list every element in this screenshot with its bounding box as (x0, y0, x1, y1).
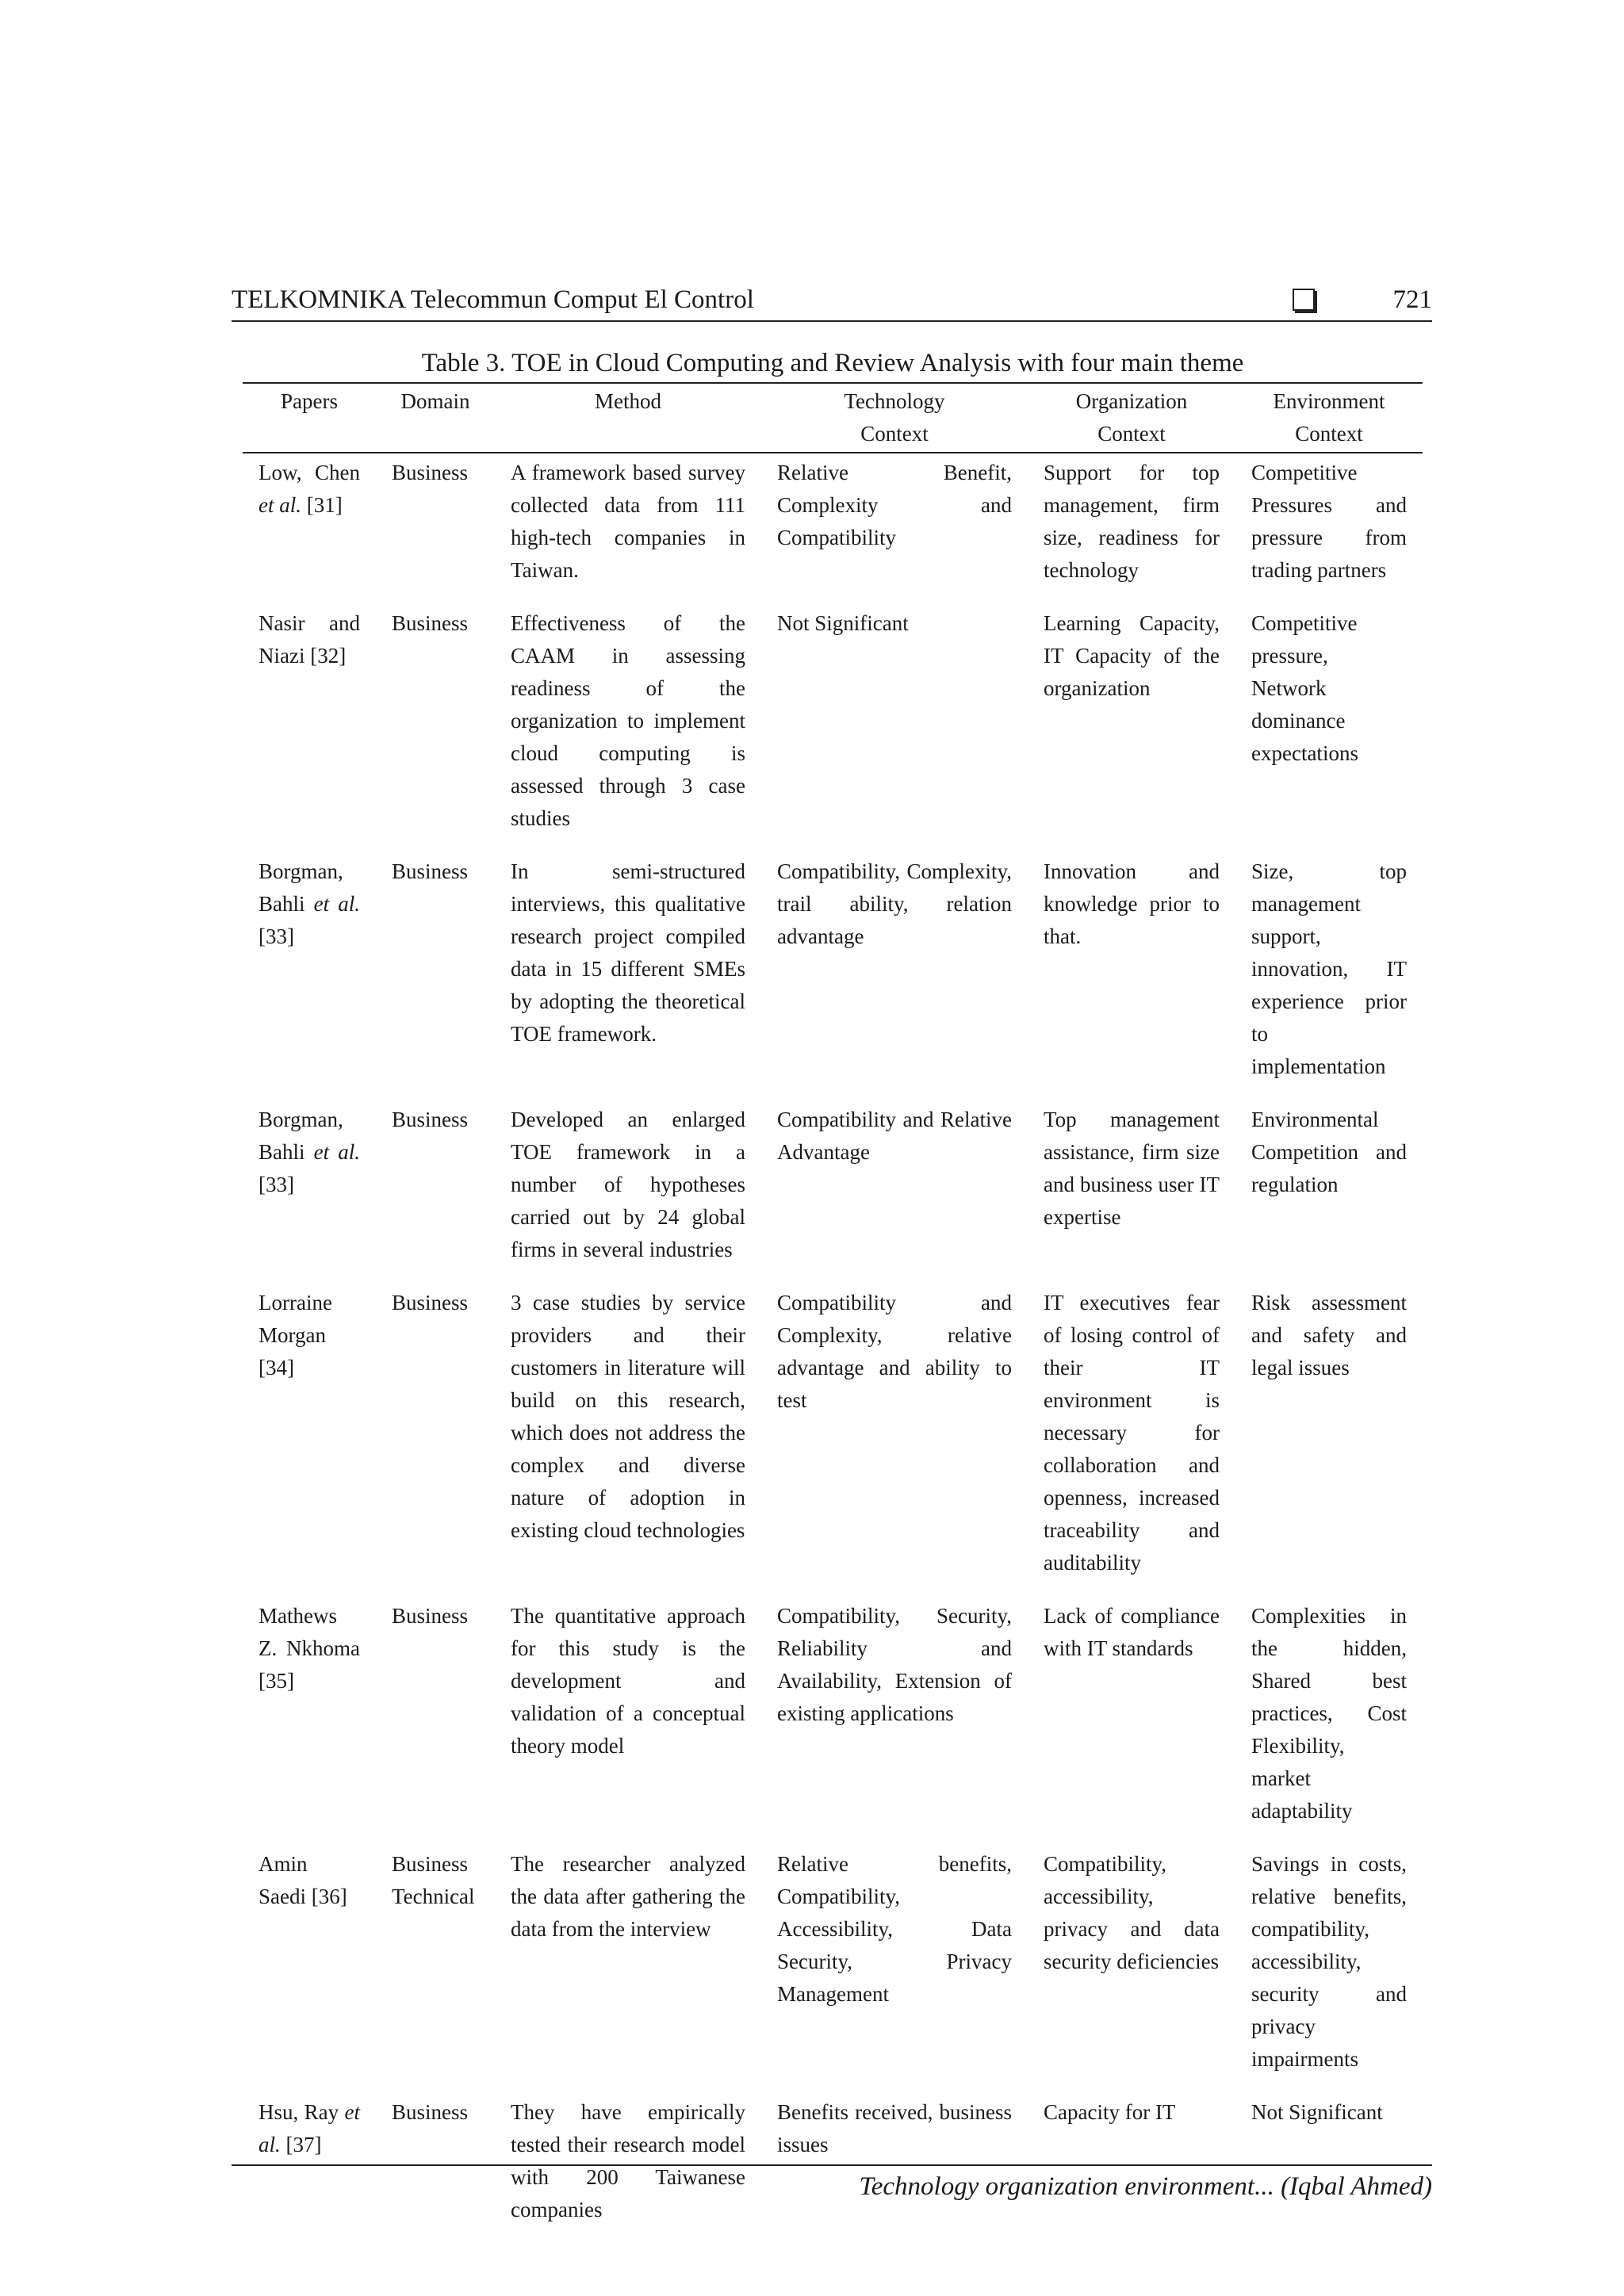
toe-table (243, 382, 1423, 2245)
cell-method: They have empirically tested their research model with 200 Taiwanese companies (511, 2100, 745, 2221)
cell-domain: Business (392, 1108, 469, 1131)
cell-organization: Compatibility, accessibility, privacy and data security deficiencies (1044, 1852, 1220, 1973)
col-header-technology: Technology Context (844, 389, 945, 446)
table-row (243, 1846, 1423, 2095)
table-header-row (243, 383, 1423, 453)
cell-papers: Lorraine Morgan [34] (259, 1291, 332, 1380)
cell-organization: Innovation and knowledge prior to that. (1044, 859, 1220, 948)
cell-papers: Borgman, Bahli et al. [33] (259, 859, 360, 948)
cell-environment: Competitive pressure, Network dominance expectations (1251, 611, 1358, 765)
cell-domain: Business (392, 2100, 469, 2124)
cell-method: Effectiveness of the CAAM in assessing readiness of the organization to implement cloud computing is assessed through 3 case studies (511, 611, 745, 830)
cell-technology: Not Significant (777, 611, 909, 635)
cell-environment: Environmental Competition and regulation (1251, 1108, 1407, 1196)
table-row (243, 854, 1423, 1102)
cell-method: In semi-structured interviews, this qualitative research project compiled data in 15 different SMEs by adopting the theoretical TOE framework. (511, 859, 745, 1046)
cell-method: The researcher analyzed the data after gathering the data from the interview (511, 1852, 745, 1941)
cell-method: A framework based survey collected data from 111 high-tech companies in Taiwan. (511, 461, 745, 582)
table-row (243, 1102, 1423, 1285)
table-row (243, 606, 1423, 854)
header-box-icon (1293, 289, 1315, 311)
cell-technology: Relative benefits, Compatibility, Accessibility, Data Security, Privacy Management (777, 1852, 1012, 2006)
cell-domain: Business (392, 1604, 469, 1628)
cell-technology: Compatibility, Security, Reliability and Availability, Extension of existing applications (777, 1604, 1012, 1725)
cell-technology: Benefits received, business issues (777, 2100, 1012, 2156)
col-header-environment: Environment Context (1273, 389, 1385, 446)
col-header-method: Method (595, 389, 661, 413)
table-row (243, 1285, 1423, 1598)
cell-organization: Capacity for IT (1044, 2100, 1176, 2124)
cell-environment: Savings in costs, relative benefits, compatibility, accessibility, security and privacy impairments (1251, 1852, 1407, 2071)
cell-domain: Business (392, 859, 469, 883)
page-header (232, 282, 1432, 322)
cell-technology: Compatibility and Relative Advantage (777, 1108, 1012, 1164)
table-row (243, 2095, 1423, 2245)
cell-domain: Business (392, 1291, 469, 1314)
page-number: 721 (1392, 285, 1432, 314)
table-row (243, 1598, 1423, 1846)
journal-title: TELKOMNIKA Telecommun Comput El Control (232, 285, 754, 314)
cell-environment: Not Significant (1251, 2100, 1383, 2124)
cell-papers: Low, Chen et al. [31] (259, 461, 360, 517)
cell-papers: Borgman, Bahli et al. [33] (259, 1108, 360, 1196)
table-body (243, 453, 1423, 2245)
col-header-papers: Papers (281, 389, 338, 413)
cell-technology: Compatibility, Complexity, trail ability, relation advantage (777, 859, 1012, 948)
cell-organization: Learning Capacity, IT Capacity of the organization (1044, 611, 1220, 700)
cell-method: 3 case studies by service providers and their customers in literature will build on this research, which does not address the complex and diverse nature of adoption in existing cloud technologies (511, 1291, 745, 1542)
cell-technology: Relative Benefit, Complexity and Compatibility (777, 461, 1012, 549)
cell-organization: Lack of compliance with IT standards (1044, 1604, 1220, 1660)
cell-technology: Compatibility and Complexity, relative advantage and ability to test (777, 1291, 1012, 1412)
cell-environment: Competitive Pressures and pressure from trading partners (1251, 461, 1407, 582)
cell-organization: Top management assistance, firm size and business user IT expertise (1044, 1108, 1220, 1229)
cell-papers: Amin Saedi [36] (259, 1852, 347, 1908)
cell-method: The quantitative approach for this study is the development and validation of a conceptual theory model (511, 1604, 745, 1758)
col-header-domain: Domain (400, 389, 470, 413)
cell-organization: Support for top management, firm size, readiness for technology (1044, 461, 1220, 582)
col-header-organization: Organization Context (1075, 389, 1188, 446)
table-caption: Table 3. TOE in Cloud Computing and Review Analysis with four main theme (421, 349, 1244, 377)
cell-domain: Business (392, 611, 469, 635)
cell-environment: Size, top management support, innovation, IT experience prior to implementation (1251, 859, 1407, 1078)
cell-papers: Mathews Z. Nkhoma [35] (259, 1604, 360, 1693)
footer-rule (232, 2164, 1432, 2166)
cell-domain: Business Technical (392, 1852, 475, 1908)
cell-method: Developed an enlarged TOE framework in a number of hypotheses carried out by 24 global firms in several industries (511, 1108, 745, 1261)
cell-environment: Complexities in the hidden, Shared best practices, Cost Flexibility, market adaptability (1251, 1604, 1407, 1823)
cell-organization: IT executives fear of losing control of their IT environment is necessary for collaboration and openness, increased traceability and auditability (1044, 1291, 1220, 1575)
table-row (243, 453, 1423, 606)
cell-environment: Risk assessment and safety and legal issues (1251, 1291, 1407, 1380)
running-footer: Technology organization environment... (Iqbal Ahmed) (859, 2172, 1432, 2201)
cell-papers: Hsu, Ray et al. [37] (259, 2100, 360, 2156)
cell-papers: Nasir and Niazi [32] (259, 611, 360, 668)
cell-domain: Business (392, 461, 469, 484)
